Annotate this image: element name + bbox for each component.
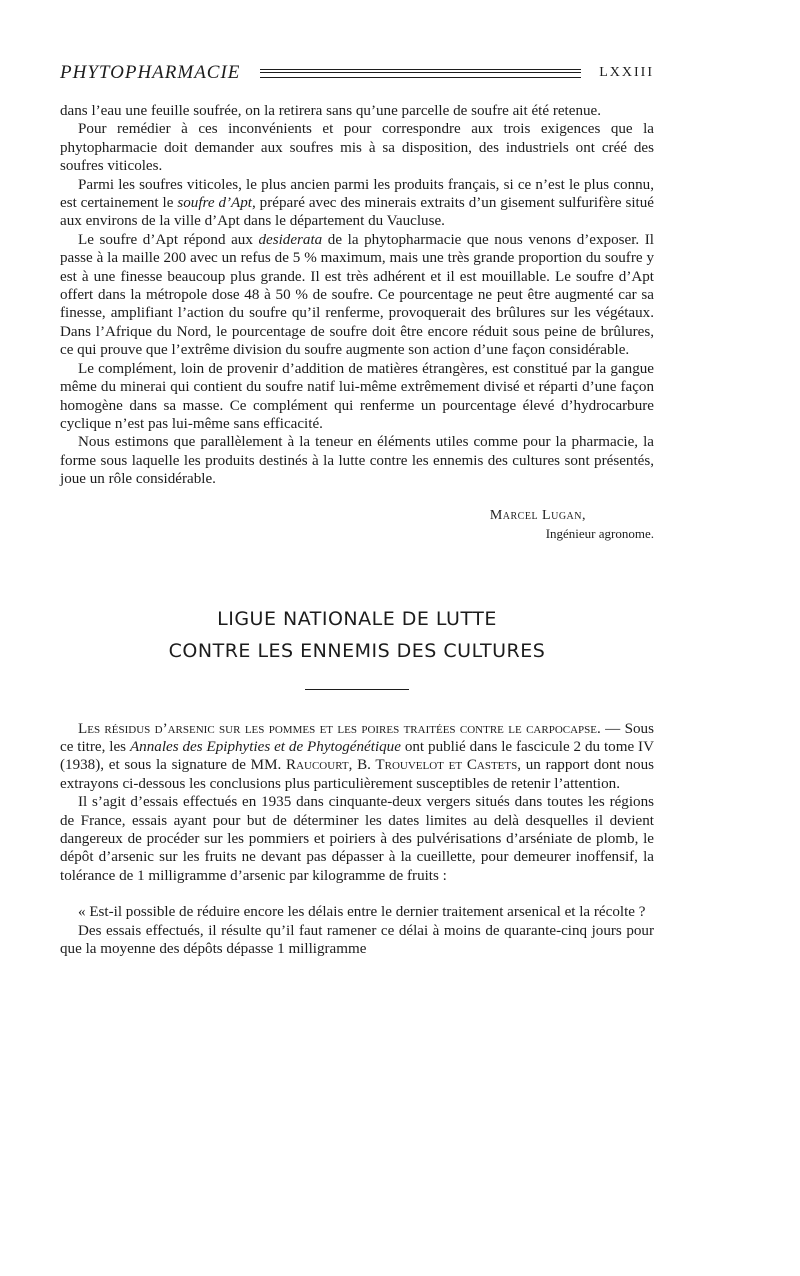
paragraph (60, 720, 654, 794)
text-run: Parmi les soufres viticoles, le plus ancien parmi les produits français, si ce n’est le plus connu, est certainement le (60, 176, 654, 212)
author-role: Ingénieur agronome. (545, 525, 654, 541)
paragraph: Nous estimons que parallèlement à la teneur en éléments utiles comme pour la pharmacie, la forme sous laquelle les produits destinés à la lutte contre les ennemis des cultures sont présentés, joue un rôle considérable. (60, 434, 654, 488)
journal-title: Annales des Epiphyties et de Phytogénétique (129, 738, 401, 755)
page (60, 58, 654, 958)
lead-in: Les résidus d’arsenic sur les pommes et les poires traitées contre le carpocapse. (78, 720, 601, 737)
text-run: de la phytopharmacie que nous venons d’exposer. Il passe à la maille 200 avec un refus de 5 % maximum, mais une très grande proportion du soufre y est à une finesse beaucoup plus grande. Il est très adhérent et il est mouillable. Le soufre d’Apt offert dans la métropole dose 48 à 50 % de soufre. Ce pourcentage ne peut être augmenté car sa finesse, amplifiant l’action du soufre qu’il renferme, provoquerait des brûlures sur les végétaux. Dans l’Afrique du Nord, le pourcentage de soufre doit être encore réduit sous peine de brûlures, ce qui prouve que l’extrême division du soufre augmente son action d’une façon considérable. (60, 231, 654, 359)
running-title: PHYTOPHARMACIE (60, 62, 241, 83)
author-signature (60, 507, 654, 543)
section-body (60, 720, 654, 959)
paragraph: Le complément, loin de provenir d’addition de matières étrangères, est constitué par la gangue même du minerai qui contient du soufre natif lui-même extrêmement divisé et réparti d’une façon homogène dans sa masse. Ce complément qui renferme un pourcentage élevé d’hydrocarbure cyclique n’est pas lui-même sans efficacité. (60, 360, 654, 432)
paragraph (60, 231, 654, 360)
article-body (60, 102, 654, 489)
page-number: LXXIII (599, 65, 654, 80)
section-title-line: LIGUE NATIONALE DE LUTTE (217, 607, 497, 630)
running-header (60, 58, 654, 88)
paragraph: « Est-il possible de réduire encore les délais entre le dernier traitement arsenical et la récolte ? (78, 904, 646, 921)
section-heading (60, 603, 654, 667)
section-divider (305, 689, 409, 690)
italic-text: desiderata (258, 231, 323, 248)
text-run: préparé avec des minerais extraits d’un gisement sulfurifère situé aux environs de la ville d’Apt dans le département du Vaucluse. (60, 195, 654, 230)
author-name: Marcel Lugan, (489, 507, 586, 523)
paragraph: Il s’agit d’essais effectués en 1935 dans cinquante-deux vergers situés dans toutes les régions de France, essais ayant pour but de déterminer les dates limites au delà desquelles il devient dangereux de procéder sur les pommiers et poiriers à des pulvérisations d’arséniate de plomb, le dépôt d’arsenic sur les fruits ne devant pas dépasser à la cueillette, pour demeurer inoffensif, la tolérance de 1 milligramme d’arsenic par kilogramme de fruits : (60, 794, 654, 884)
authors: MM. Raucourt, B. Trouvelot et Castets, (250, 757, 521, 774)
section-title-line: CONTRE LES ENNEMIS DES CULTURES (168, 639, 546, 662)
text-run: un rapport dont nous extrayons ci-dessous les conclusions plus particulièrement susceptibles de retenir l’attention. (60, 757, 654, 792)
paragraph: dans l’eau une feuille soufrée, on la retirera sans qu’une parcelle de soufre ait été retenue. (60, 103, 602, 119)
paragraph: Pour remédier à ces inconvénients et pour correspondre aux trois exigences que la phytopharmacie doit demander aux soufres mis à sa disposition, des industriels ont créé des soufres viticoles. (60, 121, 654, 175)
text-run: ont publié dans le fascicule 2 du tome IV (1938), et sous la signature de (60, 738, 654, 774)
paragraph: Des essais effectués, il résulte qu’il faut ramener ce délai à moins de quarante-cinq jours pour que la moyenne des dépôts dépasse 1 milligramme (60, 922, 654, 957)
paragraph (60, 176, 654, 231)
header-rule (260, 69, 581, 78)
italic-text: soufre d’Apt, (177, 195, 256, 212)
text-run: — Sous ce titre, les (60, 720, 654, 755)
text-run: Le soufre d’Apt répond aux (78, 231, 259, 248)
